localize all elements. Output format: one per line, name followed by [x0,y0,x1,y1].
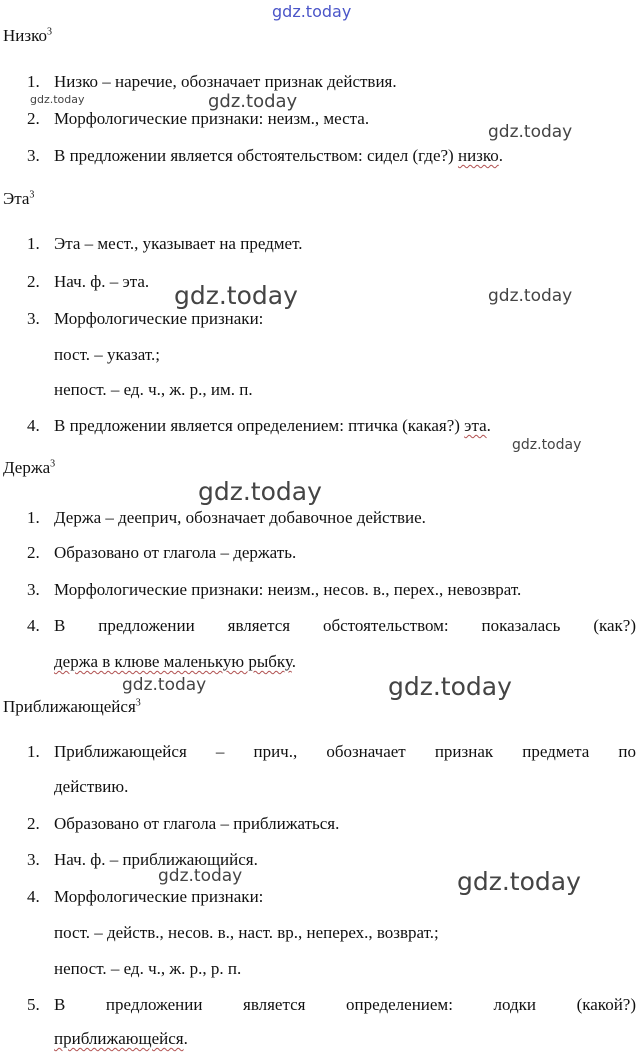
item-text: Морфологические признаки: [54,887,264,906]
item-number: 2. [27,109,40,128]
underlined-word: низко [457,146,499,165]
section-heading [3,458,55,478]
item-text: Держа – дееприч, обозначает добавочное действие. [54,508,426,527]
item-text: В предложении является определением: птичка (какая?) эта. [54,416,491,435]
item-text: Нач. ф. – эта. [54,272,150,291]
item-text: Низко – наречие, обозначает признак действия. [54,72,397,91]
underlined-word: приближающейся [54,1029,184,1048]
superscript: 3 [135,697,141,709]
item-number: 1. [27,234,40,253]
watermark: gdz.today [158,866,243,886]
watermark-top: gdz.today [272,2,352,21]
underlined-word: эта [464,416,487,435]
superscript: 3 [47,26,52,38]
watermark: gdz.today [122,675,207,695]
item-number: 4. [27,887,40,906]
item-text: Морфологические признаки: неизм., места. [54,109,370,128]
superscript: 3 [29,189,35,201]
underlined-phrase: держа в клюве маленькую рыбку [54,652,292,671]
item-number: 2. [27,543,40,562]
item-number: 1. [27,742,40,761]
item-text: В предложении является обстоятельством: сидел (где?) низко. [54,146,504,165]
item-number: 2. [27,814,40,833]
item-text: Нач. ф. – приближающийся. [54,850,258,869]
item-number: 3. [27,580,40,599]
item-continuation: пост. – указат.; [54,345,160,364]
item-number: 3. [27,146,40,165]
section-title: Приближающейся [3,697,136,716]
item-continuation: действию. [54,777,129,796]
item-continuation: приближающейся. [54,1029,188,1048]
item-text: В предложении является определением: лодки (какой?) [54,995,636,1014]
section-title: Держа [3,458,51,477]
watermark: gdz.today [198,477,322,506]
watermark: gdz.today [30,93,85,106]
section-heading [3,189,34,209]
section-heading [3,697,141,717]
item-number: 4. [27,616,40,635]
watermark: gdz.today [174,281,298,310]
item-number: 2. [27,272,40,291]
item-text: Морфологические признаки: неизм., несов. в., перех., невозврат. [54,580,522,599]
watermark: gdz.today [512,437,582,453]
item-continuation: непост. – ед. ч., ж. р., им. п. [54,380,253,399]
watermark: gdz.today [208,91,298,112]
item-number: 3. [27,309,40,328]
watermark: gdz.today [488,286,573,306]
item-continuation: пост. – действ., несов. в., наст. вр., неперех., возврат.; [54,923,439,942]
watermark: gdz.today [388,672,512,701]
section-title: Низко [3,26,47,45]
watermark: gdz.today [457,867,581,896]
item-number: 1. [27,508,40,527]
item-number: 3. [27,850,40,869]
item-text: Приближающейся – прич., обозначает признак предмета по [54,742,636,761]
item-number: 1. [27,72,40,91]
item-text: Образовано от глагола – приближаться. [54,814,340,833]
item-number: 4. [27,416,40,435]
watermark: gdz.today [488,122,573,142]
section-heading [3,26,52,46]
item-continuation: непост. – ед. ч., ж. р., р. п. [54,959,242,978]
item-text: Эта – мест., указывает на предмет. [54,234,303,253]
item-text: Морфологические признаки: [54,309,264,328]
item-text: В предложении является обстоятельством: показалась (как?) [54,616,636,635]
item-text: Образовано от глагола – держать. [54,543,297,562]
superscript: 3 [50,458,56,470]
item-continuation: держа в клюве маленькую рыбку. [54,652,297,671]
item-number: 5. [27,995,40,1014]
section-title: Эта [3,189,30,208]
